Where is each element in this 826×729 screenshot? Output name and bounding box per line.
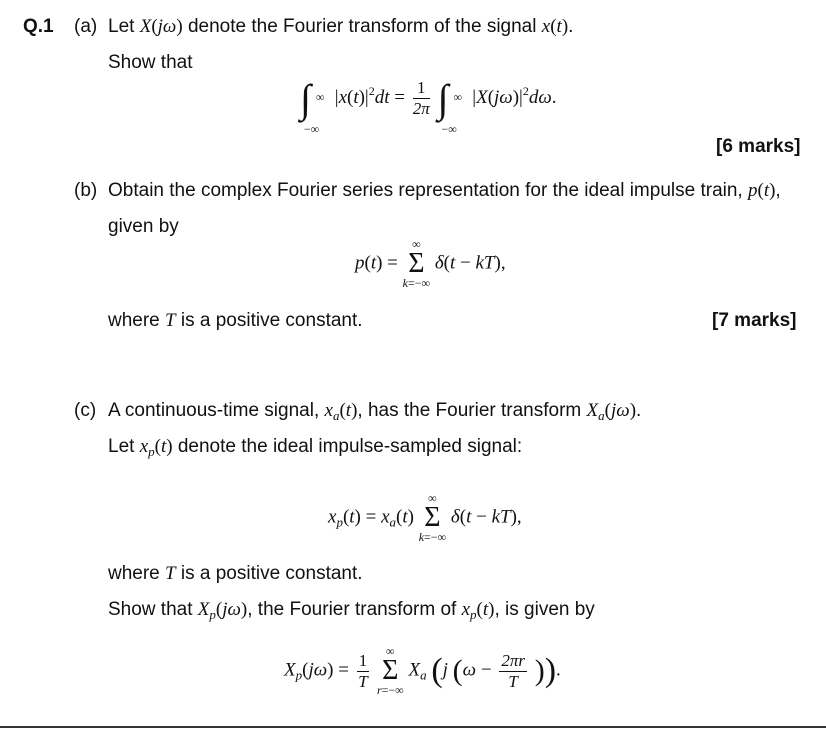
- part-b-marks: [7 marks]: [712, 310, 797, 331]
- parseval-equation: ∫ ∞ −∞ $|x(t)|^2dt$ = $\frac{1}{2\pi}$ ∫ ∞ −∞ $|X(j\omega)|^2d\omega$.: [300, 75, 557, 136]
- sampled-spectrum-equation: $X_p(j\omega)$ = $\frac{1}{T}$ ∞ Σ r=−∞ $X_a$ (j (ω − $\frac{2\pi r}{T}$ )).: [284, 644, 561, 697]
- question-number: Q.1: [23, 16, 54, 37]
- bottom-divider: [0, 726, 826, 728]
- part-b-given-by: given by: [108, 216, 179, 237]
- part-c-statement: A continuous-time signal, $x_a(t)$, has the Fourier transform $X_a(j\omega)$.: [108, 400, 642, 423]
- sampled-signal-equation: $x_p(t) = x_a(t)$ ∞ Σ k=−∞ δ(t − kT),: [328, 491, 522, 544]
- part-a-label: (a): [74, 16, 98, 37]
- part-c-label: (c): [74, 400, 97, 421]
- impulse-train-equation: p(t) = ∞ Σ k=−∞ δ(t − kT),: [355, 237, 506, 290]
- part-c-where: where T is a positive constant.: [108, 563, 363, 584]
- part-b-label: (b): [74, 180, 98, 201]
- part-a-marks: [6 marks]: [716, 136, 801, 157]
- part-a-show-that: Show that: [108, 52, 193, 73]
- part-c-show: Show that $X_p(j\omega)$, the Fourier transform of $x_p(t)$, is given by: [108, 599, 595, 622]
- part-b-statement: Obtain the complex Fourier series representation for the ideal impulse train, p(t),: [108, 180, 781, 201]
- part-c-let: Let $x_p(t)$ denote the ideal impulse-sampled signal:: [108, 436, 523, 459]
- part-a-statement: Let X(jω) denote the Fourier transform of the signal x(t).: [108, 16, 574, 37]
- part-b-where: where T is a positive constant.: [108, 310, 363, 331]
